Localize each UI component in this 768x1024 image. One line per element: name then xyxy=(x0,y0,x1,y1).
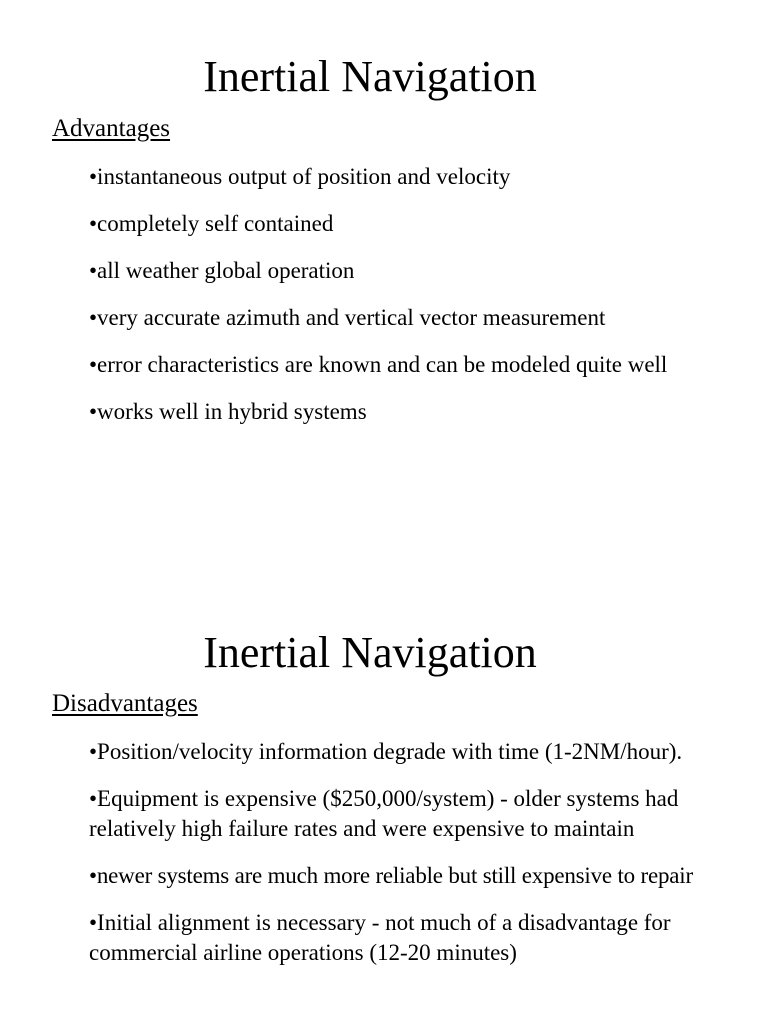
section-heading-disadvantages: Disadvantages xyxy=(52,690,198,717)
slide-disadvantages xyxy=(0,576,768,1024)
section-heading-advantages: Advantages xyxy=(52,115,171,142)
list-item: •Position/velocity information degrade with time (1-2NM/hour). xyxy=(89,739,683,764)
list-item: •Equipment is expensive ($250,000/system) - older systems had relatively high failure rates and were expensive to maintain xyxy=(89,786,679,841)
list-item: •very accurate azimuth and vertical vector measurement xyxy=(89,305,606,330)
slide-title: Inertial Navigation xyxy=(203,52,537,101)
list-item: •error characteristics are known and can be modeled quite well xyxy=(89,352,668,377)
list-item: •newer systems are much more reliable but still expensive to repair xyxy=(89,863,693,888)
list-item: •completely self contained xyxy=(89,211,334,236)
advantages-list xyxy=(89,162,765,444)
list-item: •all weather global operation xyxy=(89,258,355,283)
list-item: •works well in hybrid systems xyxy=(89,399,367,424)
list-item: •instantaneous output of position and velocity xyxy=(89,164,511,189)
disadvantages-list xyxy=(89,737,765,985)
list-item: •Initial alignment is necessary - not much of a disadvantage for commercial airline operations (12-20 minutes) xyxy=(89,910,671,965)
slide-title: Inertial Navigation xyxy=(203,628,537,677)
